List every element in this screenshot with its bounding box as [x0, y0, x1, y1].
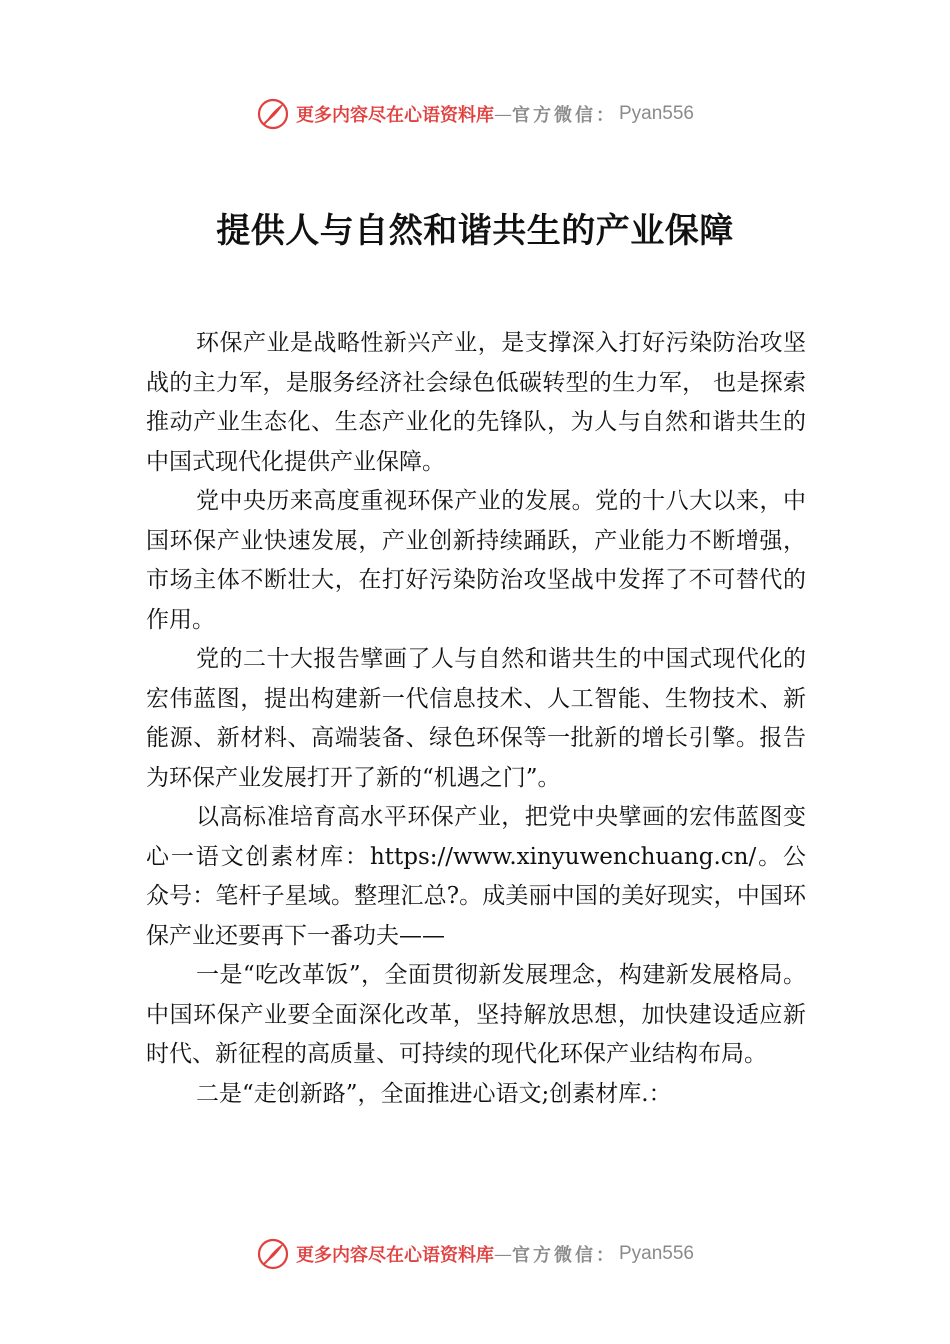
quill-pen-logo-icon [256, 97, 290, 131]
quill-pen-logo-icon [256, 1237, 290, 1271]
banner-wechat-id: Pyan556 [618, 1243, 694, 1264]
banner-text: 更多内容尽在心语资料库 [295, 1245, 494, 1266]
document-body [146, 324, 806, 1114]
paragraph: 二是“走创新路”，全面推进心语文;创素材库.： [196, 1080, 672, 1107]
footer-banner [0, 1236, 950, 1272]
header-banner [0, 96, 950, 132]
banner-dash: — [493, 103, 512, 125]
paragraph: 以高标准培育高水平环保产业，把党中央擘画的宏伟蓝图变心一语文创素材库：https://www.xinyuwenchuang.cn/。公众号：笔杆子星域。整理汇总?。成美丽中国的美好现实，中国环保产业还要再下一番功夫—— [146, 804, 806, 949]
document-title: 提供人与自然和谐共生的产业保障 [216, 211, 734, 251]
paragraph: 党中央历来高度重视环保产业的发展。党的十八大以来，中国环保产业快速发展，产业创新持续踊跃，产业能力不断增强，市场主体不断壮大，在打好污染防治攻坚战中发挥了不可替代的作用。 [146, 488, 806, 633]
banner-dash: — [493, 1243, 512, 1265]
paragraph: 环保产业是战略性新兴产业，是支撑深入打好污染防治攻坚战的主力军，是服务经济社会绿色低碳转型的生力军， 也是探索推动产业生态化、生态产业化的先锋队，为人与自然和谐共生的中国式现代化提供产业保障。 [146, 330, 806, 475]
banner-wechat-id: Pyan556 [618, 103, 694, 124]
paragraph: 一是“吃改革饭”，全面贯彻新发展理念，构建新发展格局。中国环保产业要全面深化改革，坚持解放思想，加快建设适应新时代、新征程的高质量、可持续的现代化环保产业结构布局。 [146, 962, 806, 1067]
paragraph: 党的二十大报告擘画了人与自然和谐共生的中国式现代化的宏伟蓝图，提出构建新一代信息技术、人工智能、生物技术、新能源、新材料、高端装备、绿色环保等一批新的增长引擎。报告为环保产业发展打开了新的“机遇之门”。 [146, 646, 806, 791]
banner-wechat-label: 官方微信： [511, 1245, 617, 1266]
banner-wechat-label: 官方微信： [511, 105, 617, 126]
banner-text: 更多内容尽在心语资料库 [295, 105, 494, 126]
